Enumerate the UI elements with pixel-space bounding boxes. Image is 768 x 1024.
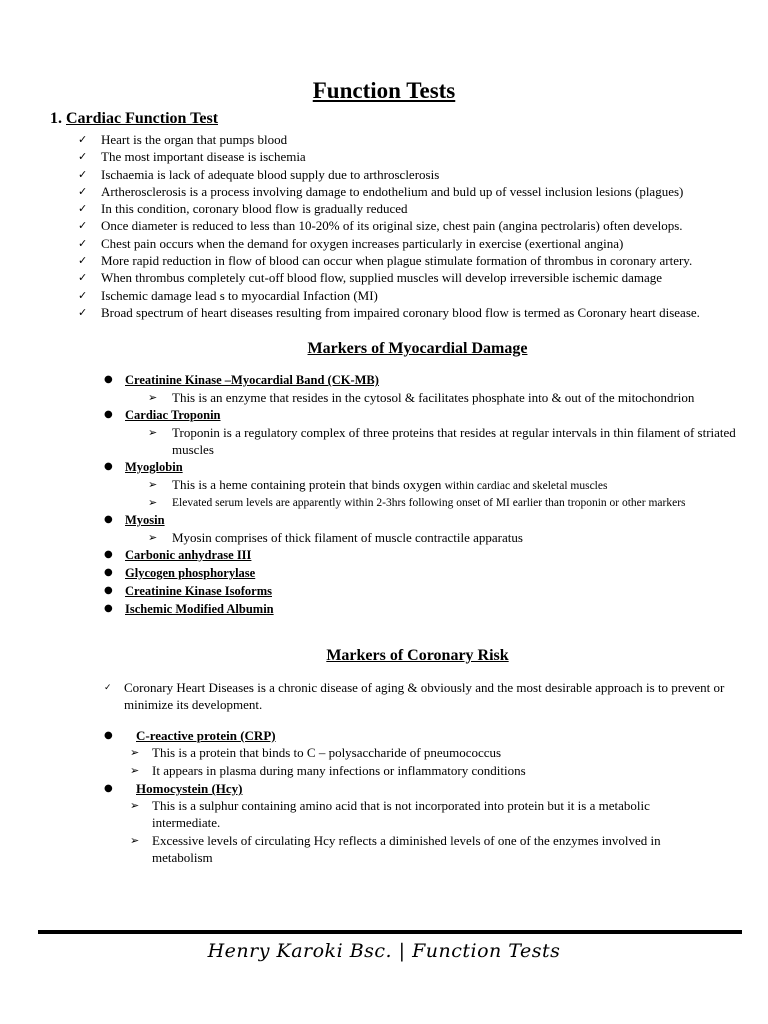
checkmark-icon: ✓ <box>78 271 88 285</box>
marker-detail: ➢ It appears in plasma during many infections or inflammatory conditions <box>130 763 526 778</box>
section-heading-coronary: Markers of Coronary Risk <box>326 647 509 664</box>
coronary-intro: ✓ Coronary Heart Diseases is a chronic disease of aging & obviously and the most desirable approach is to prevent or minimize its development. <box>104 680 725 712</box>
checkmark-icon: ✓ <box>78 184 88 198</box>
cardiac-checklist <box>78 131 758 321</box>
list-item: ✓ Ischaemia is lack of adequate blood supply due to arthrosclerosis <box>78 166 440 182</box>
section-heading-cardiac <box>50 110 218 128</box>
list-item: ✓ Once diameter is reduced to less than 10-20% of its original size, chest pain (angina pectrolaris) often develops. <box>78 218 683 234</box>
section-number: 1. <box>50 110 62 127</box>
marker-detail: ➢ Elevated serum levels are apparently within 2-3hrs following onset of MI earlier than troponin or other markers <box>148 496 686 509</box>
arrow-bullet-icon: ➢ <box>130 746 140 759</box>
checkmark-icon: ✓ <box>78 219 88 233</box>
marker-item-ck-isoforms: ● Creatinine Kinase Isoforms <box>104 584 272 598</box>
list-item: ✓ Ischemic damage lead s to myocardial Infaction (MI) <box>78 287 378 303</box>
checkmark-icon: ✓ <box>78 167 88 181</box>
arrow-bullet-icon: ➢ <box>148 496 158 509</box>
list-item: ✓ Broad spectrum of heart diseases resulting from impaired coronary blood flow is termed as Coronary heart disease. <box>78 304 700 320</box>
marker-detail: ➢ Myosin comprises of thick filament of muscle contractile apparatus <box>148 530 523 545</box>
marker-item-carbonic: ● Carbonic anhydrase III <box>104 548 252 562</box>
bullet-icon: ● <box>104 514 113 525</box>
marker-item-myoglobin: ● Myoglobin <box>104 460 183 474</box>
list-item: ✓ The most important disease is ischemia <box>78 149 306 165</box>
footer-text: Henry Karoki Bsc. | Function Tests <box>207 940 561 962</box>
footer-divider <box>38 930 742 934</box>
marker-detail: ➢ Troponin is a regulatory complex of three proteins that resides at regular intervals in thin filament of striated muscles <box>148 425 736 457</box>
list-item: ✓ Artherosclerosis is a process involving damage to endothelium and buld up of vessel inclusion lesions (plagues) <box>78 183 684 199</box>
list-item: ✓ Heart is the organ that pumps blood <box>78 132 288 147</box>
bullet-icon: ● <box>104 374 113 385</box>
marker-item-ima: ● Ischemic Modified Albumin <box>104 602 274 616</box>
checkmark-icon: ✓ <box>78 236 88 250</box>
checkmark-icon: ✓ <box>78 288 88 302</box>
checkmark-icon: ✓ <box>104 683 112 693</box>
bullet-icon: ● <box>104 783 113 794</box>
marker-detail: ➢ This is an enzyme that resides in the cytosol & facilitates phosphate into & out of the mitochondrion <box>148 390 695 405</box>
arrow-bullet-icon: ➢ <box>148 531 158 544</box>
checkmark-icon: ✓ <box>78 133 88 146</box>
bullet-icon: ● <box>104 603 113 614</box>
list-item: ✓ Chest pain occurs when the demand for oxygen increases particularly in exercise (exertional angina) <box>78 235 624 251</box>
marker-item-myosin: ● Myosin <box>104 513 165 527</box>
checkmark-icon: ✓ <box>78 202 88 216</box>
marker-item-crp: ● C-reactive protein (CRP) <box>104 728 276 743</box>
arrow-bullet-icon: ➢ <box>130 834 140 847</box>
arrow-bullet-icon: ➢ <box>148 426 158 439</box>
page-title: Function Tests <box>312 78 456 103</box>
arrow-bullet-icon: ➢ <box>148 391 158 404</box>
list-item: ✓ When thrombus completely cut-off blood flow, supplied muscles will develop irreversible ischemic damage <box>78 270 663 286</box>
section-heading-myocardial: Markers of Myocardial Damage <box>307 340 528 357</box>
marker-detail: ➢ Excessive levels of circulating Hcy reflects a diminished levels of one of the enzymes involved in metabolism <box>130 833 661 865</box>
bullet-icon: ● <box>104 409 113 420</box>
marker-detail: ➢ This is a sulphur containing amino acid that is not incorporated into protein but it is a metabolic intermediate. <box>130 798 650 830</box>
marker-item-glycogen: ● Glycogen phosphorylase <box>104 566 256 580</box>
coronary-markers-list <box>104 727 744 867</box>
marker-detail: ➢ This is a protein that binds to C – polysaccharide of pneumococcus <box>130 745 502 760</box>
arrow-bullet-icon: ➢ <box>130 764 140 777</box>
bullet-icon: ● <box>104 730 113 741</box>
checkmark-icon: ✓ <box>78 254 88 268</box>
marker-item-hcy: ● Homocystein (Hcy) <box>104 781 243 796</box>
bullet-icon: ● <box>104 585 113 596</box>
arrow-bullet-icon: ➢ <box>148 478 158 491</box>
marker-detail: ➢ This is a heme containing protein that binds oxygen within cardiac and skeletal muscles <box>104 476 764 495</box>
bullet-icon: ● <box>104 549 113 560</box>
marker-item-ckmb: ● Creatinine Kinase –Myocardial Band (CK-MB) <box>104 373 379 387</box>
checkmark-icon: ✓ <box>78 150 88 164</box>
list-item: ✓ In this condition, coronary blood flow is gradually reduced <box>78 201 408 217</box>
checkmark-icon: ✓ <box>78 305 88 319</box>
myocardial-markers-list <box>104 371 764 618</box>
section-title: Cardiac Function Test <box>66 110 219 127</box>
bullet-icon: ● <box>104 567 113 578</box>
bullet-icon: ● <box>104 461 113 472</box>
list-item: ✓ More rapid reduction in flow of blood can occur when plague stimulate formation of thrombus in coronary artery. <box>78 253 693 269</box>
arrow-bullet-icon: ➢ <box>130 799 140 812</box>
marker-item-troponin: ● Cardiac Troponin <box>104 408 221 422</box>
